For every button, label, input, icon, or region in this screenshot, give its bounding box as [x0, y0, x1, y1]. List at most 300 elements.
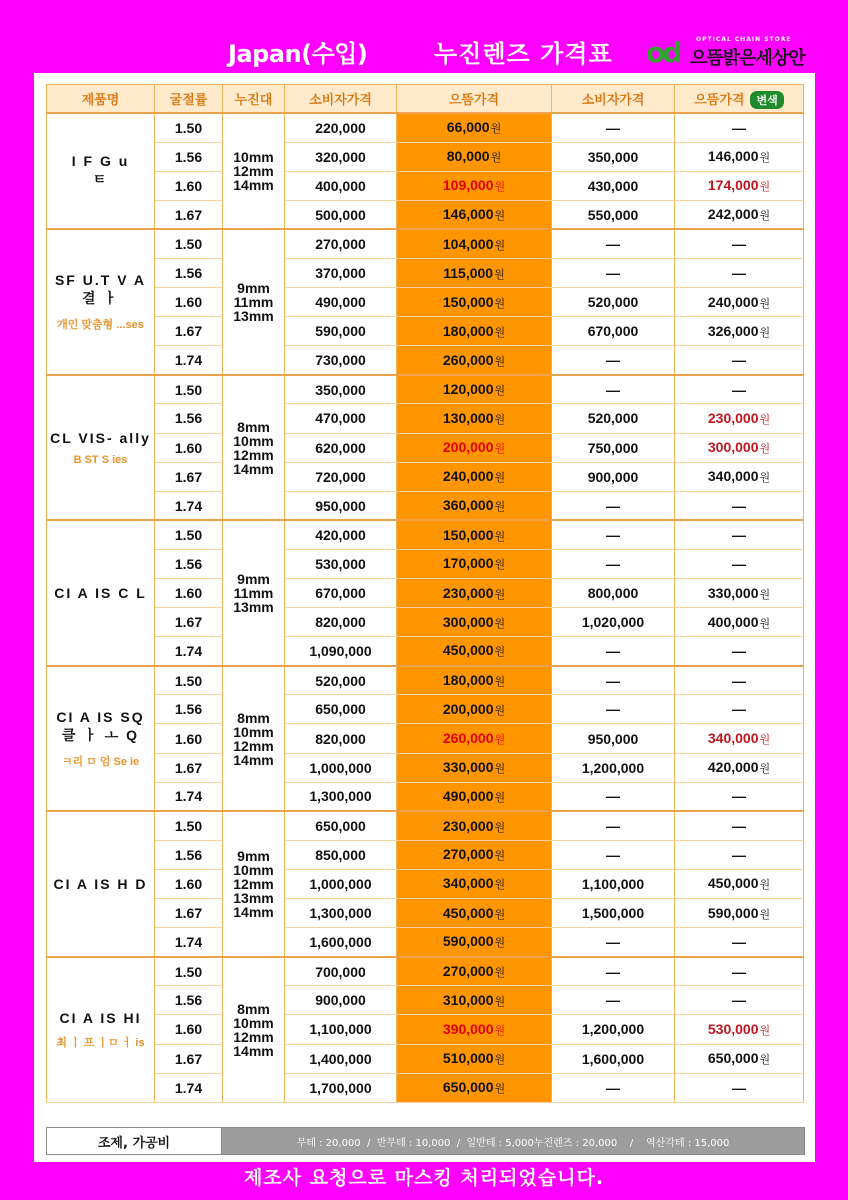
consumer-price-cell: 650,000: [285, 695, 397, 724]
consumer-price-2-cell: —: [552, 928, 675, 957]
store-price-cell: [397, 229, 552, 258]
store-price-cell: [397, 957, 552, 986]
index-cell: 1.67: [155, 608, 223, 637]
store-price-value: 170,000: [442, 555, 494, 572]
won-unit: 원: [494, 181, 506, 194]
store-price-2-cell: [675, 782, 804, 811]
corridor-value: 8mm: [237, 709, 270, 726]
consumer-price-cell: 530,000: [285, 549, 397, 578]
consumer-price-2-cell: 1,020,000: [552, 608, 675, 637]
store-price-cell: [397, 346, 552, 375]
won-unit: 원: [494, 646, 506, 659]
store-price-cell: [397, 200, 552, 229]
index-cell: 1.56: [155, 404, 223, 433]
consumer-price-2-cell: —: [552, 375, 675, 404]
store-price-2-value: —: [732, 265, 746, 282]
store-price-2-value: —: [732, 1079, 746, 1096]
page-header: [0, 0, 848, 72]
col-consumer-price-photochromic: 소비자가격: [552, 85, 675, 114]
store-price-2-value: 450,000: [707, 875, 759, 892]
store-price-2-value: 420,000: [707, 759, 759, 776]
store-price-2-cell: [675, 317, 804, 346]
consumer-price-2-cell: —: [552, 549, 675, 578]
index-cell: 1.60: [155, 288, 223, 317]
store-price-2-cell: [675, 840, 804, 869]
store-price-cell: [397, 666, 552, 695]
won-unit: 원: [494, 734, 506, 747]
corridor-value: 13mm: [233, 308, 274, 325]
table-row: [47, 782, 804, 811]
consumer-price-cell: 620,000: [285, 433, 397, 462]
store-price-cell: [397, 142, 552, 171]
store-price-2-value: 146,000: [707, 148, 759, 165]
store-price-cell: [397, 520, 552, 549]
store-price-value: 104,000: [442, 235, 494, 252]
consumer-price-cell: 470,000: [285, 404, 397, 433]
won-unit: 원: [759, 617, 771, 630]
index-cell: 1.60: [155, 433, 223, 462]
index-cell: 1.56: [155, 986, 223, 1015]
store-price-value: 260,000: [442, 730, 494, 747]
corridor-value: 8mm: [237, 418, 270, 435]
won-unit: 원: [494, 1024, 506, 1037]
won-unit: 원: [490, 123, 502, 136]
store-price-value: 450,000: [442, 904, 494, 921]
store-price-cell: [397, 258, 552, 287]
store-price-value: 80,000: [446, 148, 490, 165]
store-price-2-cell: [675, 637, 804, 666]
store-price-cell: [397, 637, 552, 666]
consumer-price-cell: 500,000: [285, 200, 397, 229]
consumer-price-2-cell: 430,000: [552, 171, 675, 200]
index-cell: 1.67: [155, 753, 223, 782]
store-price-value: 650,000: [442, 1079, 494, 1096]
table-row: [47, 491, 804, 520]
store-price-2-value: 230,000: [707, 409, 759, 426]
store-price-2-value: —: [732, 642, 746, 659]
won-unit: 원: [494, 268, 505, 281]
consumer-price-cell: 1,600,000: [285, 928, 397, 957]
store-price-2-cell: [675, 258, 804, 287]
col-corridor: 누진대: [223, 85, 285, 114]
photochromic-badge: 변색: [750, 91, 783, 109]
corridor-cell: [223, 229, 285, 374]
product-cell: [47, 957, 155, 1102]
consumer-price-2-cell: —: [552, 666, 675, 695]
store-price-value: 270,000: [442, 963, 494, 980]
won-unit: 원: [494, 879, 506, 892]
store-price-cell: [397, 869, 552, 898]
store-price-value: 310,000: [442, 991, 494, 1008]
consumer-price-cell: 1,400,000: [285, 1044, 397, 1073]
corridor-value: 10mm: [233, 861, 274, 878]
store-price-2-value: 650,000: [707, 1050, 759, 1067]
processing-fee-text: 무테 : 20,000 / 반무테 : 10,000 / 일반테 : 5,000누진렌즈 : 20,000 / 역산각테 : 15,000: [222, 1128, 804, 1154]
index-cell: 1.56: [155, 695, 223, 724]
store-price-2-cell: [675, 229, 804, 258]
corridor-value: 14mm: [233, 903, 274, 920]
won-unit: 원: [494, 559, 506, 572]
store-price-2-value: —: [732, 497, 746, 514]
index-cell: 1.74: [155, 637, 223, 666]
corridor-value: 12mm: [233, 875, 274, 892]
corridor-value: 9mm: [237, 847, 270, 864]
store-price-cell: [397, 1015, 552, 1044]
corridor-value: 13mm: [233, 599, 274, 616]
index-cell: 1.60: [155, 869, 223, 898]
consumer-price-2-cell: 520,000: [552, 404, 675, 433]
table-row: [47, 869, 804, 898]
index-cell: 1.67: [155, 200, 223, 229]
store-price-value: 390,000: [442, 1020, 494, 1037]
store-price-2-cell: [675, 1015, 804, 1044]
consumer-price-cell: 1,300,000: [285, 782, 397, 811]
won-unit: 원: [759, 879, 771, 892]
table-row: [47, 724, 804, 753]
masking-notice: 제조사 요청으로 마스킹 처리되었습니다.: [243, 1167, 605, 1189]
index-cell: 1.50: [155, 666, 223, 695]
won-unit: 원: [494, 239, 506, 252]
corridor-cell: [223, 113, 285, 229]
consumer-price-cell: 590,000: [285, 317, 397, 346]
store-price-value: 200,000: [442, 700, 494, 717]
product-subname: 클 ㅏ ㅗ Q: [61, 726, 140, 743]
store-price-2-cell: [675, 520, 804, 549]
won-unit: 원: [759, 297, 771, 310]
index-cell: 1.60: [155, 1015, 223, 1044]
index-cell: 1.60: [155, 724, 223, 753]
table-row: [47, 113, 804, 142]
won-unit: 원: [494, 443, 506, 456]
store-price-value: 300,000: [442, 613, 494, 630]
table-row: [47, 317, 804, 346]
product-name: CI A IS HI: [59, 1009, 142, 1026]
corridor-cell: [223, 811, 285, 956]
consumer-price-2-cell: 670,000: [552, 317, 675, 346]
product-cell: [47, 375, 155, 520]
store-price-2-value: —: [732, 119, 746, 136]
store-price-cell: [397, 404, 552, 433]
won-unit: 원: [494, 967, 506, 980]
store-price-cell: [397, 695, 552, 724]
processing-fee-label: 조제, 가공비: [47, 1128, 222, 1154]
consumer-price-cell: 820,000: [285, 608, 397, 637]
consumer-price-2-cell: —: [552, 346, 675, 375]
won-unit: 원: [494, 297, 506, 310]
store-price-value: 130,000: [442, 409, 494, 426]
store-price-value: 590,000: [442, 933, 494, 950]
store-price-2-value: 590,000: [707, 904, 759, 921]
consumer-price-2-cell: —: [552, 113, 675, 142]
store-price-value: 200,000: [442, 439, 494, 456]
store-price-cell: [397, 375, 552, 404]
store-price-2-value: —: [732, 846, 746, 863]
won-unit: 원: [494, 326, 506, 339]
won-unit: 원: [494, 791, 506, 804]
index-cell: 1.60: [155, 579, 223, 608]
product-cell: [47, 113, 155, 229]
table-row: [47, 840, 804, 869]
consumer-price-cell: 420,000: [285, 520, 397, 549]
consumer-price-2-cell: 1,200,000: [552, 753, 675, 782]
store-price-value: 260,000: [442, 351, 494, 368]
won-unit: 원: [494, 937, 506, 950]
consumer-price-cell: 1,700,000: [285, 1073, 397, 1102]
won-unit: 원: [494, 995, 506, 1008]
store-price-value: 150,000: [442, 526, 494, 543]
corridor-value: 9mm: [237, 280, 270, 297]
consumer-price-cell: 1,090,000: [285, 637, 397, 666]
product-subname: 결 ㅏ: [82, 290, 119, 307]
store-price-2-value: —: [732, 672, 746, 689]
table-row: [47, 404, 804, 433]
won-unit: 원: [759, 1054, 771, 1067]
won-unit: 원: [759, 443, 771, 456]
product-series-tag: ㅋ리 ㅁ 엄 Se ie: [61, 755, 140, 768]
product-name: I F G u: [71, 153, 130, 170]
won-unit: 원: [494, 530, 506, 543]
store-price-2-cell: [675, 113, 804, 142]
corridor-value: 11mm: [233, 585, 274, 602]
won-unit: 원: [494, 385, 506, 398]
store-price-2-value: —: [732, 236, 746, 253]
store-price-2-cell: [675, 928, 804, 957]
consumer-price-cell: 1,000,000: [285, 869, 397, 898]
corridor-value: 12mm: [233, 1028, 274, 1045]
table-header-row: [47, 85, 804, 114]
consumer-price-2-cell: 950,000: [552, 724, 675, 753]
store-price-2-value: —: [732, 352, 746, 369]
product-subname: ㅌ: [92, 171, 109, 188]
logo-name: 으뜸밝은세상안: [690, 48, 805, 69]
won-unit: 원: [494, 617, 506, 630]
store-price-2-cell: [675, 724, 804, 753]
won-unit: 원: [494, 908, 506, 921]
consumer-price-cell: 320,000: [285, 142, 397, 171]
store-price-value: 360,000: [442, 497, 494, 514]
store-price-value: 270,000: [442, 846, 494, 863]
corridor-value: 12mm: [233, 737, 274, 754]
consumer-price-cell: 670,000: [285, 579, 397, 608]
store-price-2-cell: [675, 1073, 804, 1102]
store-price-cell: [397, 288, 552, 317]
consumer-price-2-cell: —: [552, 957, 675, 986]
consumer-price-cell: 900,000: [285, 986, 397, 1015]
store-price-2-cell: [675, 753, 804, 782]
logo-tagline: OPTICAL CHAIN STORE: [696, 36, 792, 43]
won-unit: 원: [759, 326, 771, 339]
won-unit: 원: [759, 210, 771, 223]
store-price-2-cell: [675, 375, 804, 404]
consumer-price-2-cell: 1,600,000: [552, 1044, 675, 1073]
consumer-price-cell: 400,000: [285, 171, 397, 200]
index-cell: 1.67: [155, 317, 223, 346]
table-body: [47, 113, 804, 1102]
index-cell: 1.56: [155, 840, 223, 869]
table-row: [47, 1044, 804, 1073]
store-price-value: 240,000: [442, 468, 494, 485]
consumer-price-2-cell: —: [552, 1073, 675, 1102]
consumer-price-2-cell: —: [552, 811, 675, 840]
corridor-value: 14mm: [233, 460, 274, 477]
corridor-value: 13mm: [233, 889, 274, 906]
store-price-cell: [397, 317, 552, 346]
store-price-value: 230,000: [442, 817, 494, 834]
consumer-price-2-cell: 1,500,000: [552, 899, 675, 928]
won-unit: 원: [759, 152, 771, 165]
store-price-2-value: —: [732, 992, 746, 1009]
store-price-value: 340,000: [442, 875, 494, 892]
store-price-2-cell: [675, 346, 804, 375]
store-price-2-cell: [675, 1044, 804, 1073]
product-name: CI A IS SQ: [56, 708, 145, 725]
index-cell: 1.60: [155, 171, 223, 200]
won-unit: 원: [494, 413, 506, 426]
corridor-cell: [223, 375, 285, 520]
index-cell: 1.74: [155, 928, 223, 957]
product-name: SF U.T V A: [54, 272, 147, 289]
store-price-2-value: 340,000: [707, 730, 759, 747]
store-price-cell: [397, 928, 552, 957]
store-price-cell: [397, 986, 552, 1015]
index-cell: 1.74: [155, 346, 223, 375]
store-price-2-value: —: [732, 963, 746, 980]
store-price-cell: [397, 782, 552, 811]
consumer-price-cell: 520,000: [285, 666, 397, 695]
table-row: [47, 549, 804, 578]
col-store-price-2-label: 으뜸가격: [694, 91, 745, 107]
store-price-2-value: 174,000: [707, 177, 759, 194]
store-price-cell: [397, 1073, 552, 1102]
consumer-price-cell: 370,000: [285, 258, 397, 287]
index-cell: 1.56: [155, 258, 223, 287]
store-price-2-cell: [675, 579, 804, 608]
store-price-cell: [397, 899, 552, 928]
won-unit: 원: [759, 472, 771, 485]
store-price-cell: [397, 433, 552, 462]
store-price-value: 330,000: [442, 759, 494, 776]
table-row: [47, 928, 804, 957]
consumer-price-cell: 720,000: [285, 462, 397, 491]
consumer-price-2-cell: —: [552, 491, 675, 520]
consumer-price-2-cell: —: [552, 782, 675, 811]
store-price-cell: [397, 462, 552, 491]
table-row: [47, 433, 804, 462]
store-price-cell: [397, 1044, 552, 1073]
table-row: [47, 200, 804, 229]
consumer-price-cell: 270,000: [285, 229, 397, 258]
index-cell: 1.56: [155, 142, 223, 171]
corridor-value: 14mm: [233, 1042, 274, 1059]
corridor-cell: [223, 666, 285, 811]
consumer-price-2-cell: 900,000: [552, 462, 675, 491]
table-row: [47, 229, 804, 258]
won-unit: 원: [494, 501, 506, 514]
consumer-price-cell: 730,000: [285, 346, 397, 375]
won-unit: 원: [759, 734, 771, 747]
product-series-tag: B ST S ies: [73, 453, 128, 466]
store-price-value: 510,000: [442, 1050, 494, 1067]
product-name: CL VIS- ally: [50, 429, 151, 446]
consumer-price-2-cell: 520,000: [552, 288, 675, 317]
corridor-value: 14mm: [233, 751, 274, 768]
store-price-2-value: —: [732, 818, 746, 835]
table-row: [47, 375, 804, 404]
table-row: [47, 258, 804, 287]
store-logo: [646, 34, 816, 68]
store-price-value: 120,000: [442, 381, 494, 398]
table-row: [47, 171, 804, 200]
consumer-price-2-cell: 750,000: [552, 433, 675, 462]
table-row: [47, 666, 804, 695]
col-store-price-photochromic: [675, 85, 804, 114]
index-cell: 1.50: [155, 229, 223, 258]
store-price-2-cell: [675, 462, 804, 491]
store-price-2-cell: [675, 171, 804, 200]
corridor-value: 12mm: [233, 446, 274, 463]
won-unit: 원: [494, 763, 506, 776]
corridor-cell: [223, 957, 285, 1102]
won-unit: 원: [494, 1083, 506, 1096]
store-price-value: 146,000: [442, 206, 494, 223]
product-name: CI A IS H D: [53, 875, 148, 892]
store-price-2-value: 330,000: [707, 584, 759, 601]
table-row: [47, 811, 804, 840]
index-cell: 1.74: [155, 491, 223, 520]
store-price-2-cell: [675, 986, 804, 1015]
corridor-value: 11mm: [233, 294, 274, 311]
col-product: 제품명: [47, 85, 155, 114]
store-price-cell: [397, 113, 552, 142]
corridor-value: 10mm: [233, 723, 274, 740]
store-price-2-value: —: [732, 527, 746, 544]
store-price-2-value: 326,000: [707, 322, 759, 339]
logo-mark: od: [646, 36, 680, 69]
store-price-2-cell: [675, 491, 804, 520]
consumer-price-cell: 950,000: [285, 491, 397, 520]
consumer-price-2-cell: —: [552, 840, 675, 869]
store-price-value: 180,000: [442, 322, 494, 339]
store-price-cell: [397, 840, 552, 869]
index-cell: 1.67: [155, 1044, 223, 1073]
consumer-price-2-cell: —: [552, 258, 675, 287]
store-price-2-cell: [675, 957, 804, 986]
won-unit: 원: [759, 181, 771, 194]
index-cell: 1.50: [155, 520, 223, 549]
store-price-cell: [397, 608, 552, 637]
store-price-cell: [397, 549, 552, 578]
won-unit: 원: [759, 413, 771, 426]
store-price-2-cell: [675, 288, 804, 317]
won-unit: 원: [494, 1054, 506, 1067]
consumer-price-2-cell: 1,200,000: [552, 1015, 675, 1044]
consumer-price-2-cell: —: [552, 986, 675, 1015]
consumer-price-cell: 350,000: [285, 375, 397, 404]
table-row: [47, 1073, 804, 1102]
store-price-2-value: 530,000: [707, 1020, 759, 1037]
store-price-2-cell: [675, 899, 804, 928]
consumer-price-cell: 650,000: [285, 811, 397, 840]
index-cell: 1.50: [155, 113, 223, 142]
product-cell: [47, 666, 155, 811]
consumer-price-2-cell: 350,000: [552, 142, 675, 171]
store-price-value: 490,000: [442, 787, 494, 804]
index-cell: 1.74: [155, 1073, 223, 1102]
table-row: [47, 986, 804, 1015]
index-cell: 1.50: [155, 811, 223, 840]
won-unit: 원: [494, 821, 506, 834]
col-store-price: 으뜸가격: [397, 85, 552, 114]
